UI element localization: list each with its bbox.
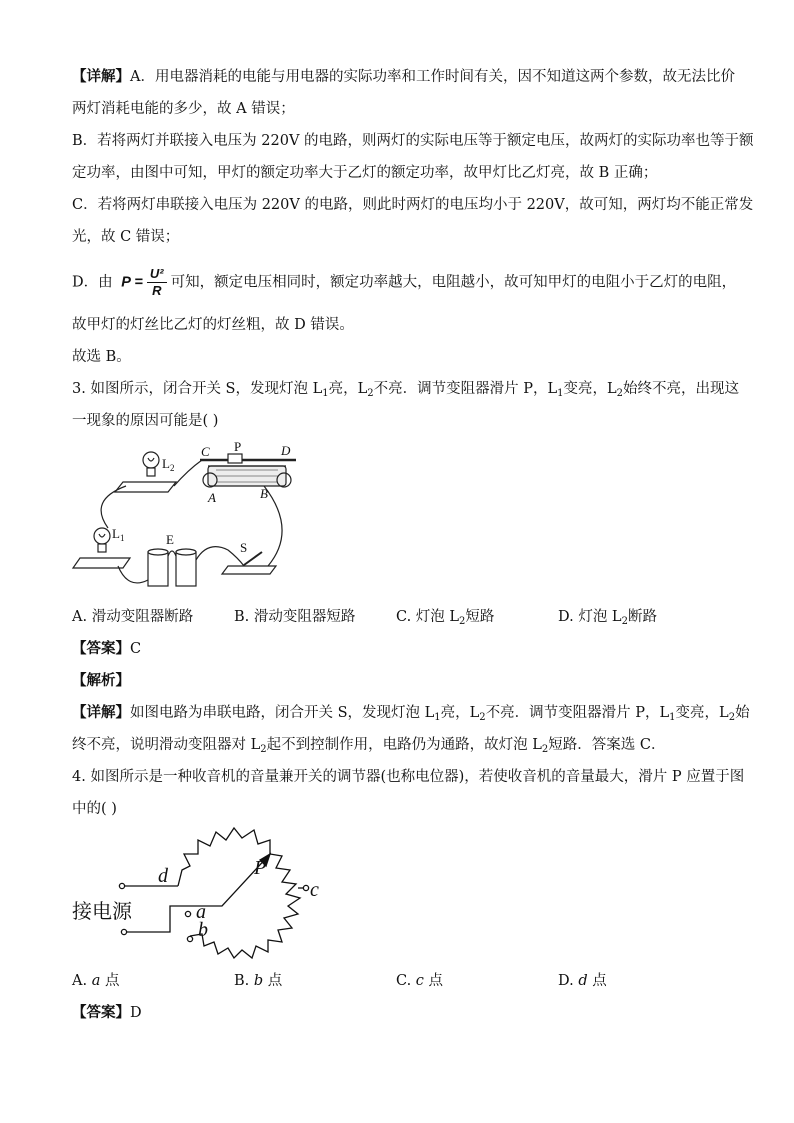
q3-option-a[interactable]: A. 滑动变阻器断路 [72,609,194,625]
q3-option-c[interactable]: C. 灯泡 $L_2$短路 [396,609,495,627]
q3-detail-line-2: 终不亮，说明滑动变阻器对 $L_2$起不到控制作用，电路仍为通路，故灯泡 $L_2$短路．答案选 C． [72,737,666,755]
label-D: D [281,443,291,458]
label-L2: $L_2$ [162,456,175,473]
power-formula: P = $\frac{\text{U²}}{R}$ [121,266,166,299]
q4-option-d[interactable]: D. d 点 [558,973,607,989]
q2-detail-line-5: C．若将两灯串联接入电压为 220V 的电路，则此时两灯的电压均小于 220V，故可知，两灯均不能正常发 [72,197,754,213]
q3-stem-line-1: 3. 如图所示，闭合开关 S，发现灯泡 $L_1$亮，$L_2$不亮．调节变阻器滑片 P，$L_1$变亮，$L_2$始终不亮，出现这 [72,381,740,399]
label-A: A [208,490,216,505]
q4-answer: 【答案】D [72,1004,142,1021]
q3-option-d[interactable]: D. 灯泡 $L_2$断路 [558,609,657,627]
label-C: C [201,444,210,459]
label-c: c [310,879,319,901]
q2-detail-line-2: 两灯消耗电能的多少，故 A 错误； [72,101,295,117]
q4-option-b[interactable]: B. b 点 [234,973,283,989]
q4-option-c[interactable]: C. c 点 [396,973,444,989]
detail-tag: 【详解】 [72,68,130,85]
q2-detail-line-6: 光，故 C 错误； [72,229,180,245]
label-power-source: 接电源 [72,901,132,923]
q2-detail-line-8: 故甲灯的灯丝比乙灯的灯丝粗，故 D 错误。 [72,317,354,333]
label-a: a [196,901,206,923]
q3-stem-line-2: 一现象的原因可能是( ) [72,413,219,429]
q4-stem-line-1: 4. 如图所示是一种收音机的音量兼开关的调节器(也称电位器)，若使收音机的音量最大，滑片 P 应置于图 [72,769,745,785]
q3-answer: 【答案】C [72,640,142,657]
q2-detail-line-9: 故选 B。 [72,349,131,365]
label-S: S [240,540,248,555]
q4-stem-line-2: 中的( ) [72,801,117,817]
label-d: d [158,865,168,887]
q4-option-a[interactable]: A. a 点 [72,973,120,989]
label-b: b [198,919,208,941]
q3-option-b[interactable]: B. 滑动变阻器短路 [234,609,356,625]
label-P: P [254,857,267,879]
q3-detail-line-1: 【详解】如图电路为串联电路，闭合开关 S，发现灯泡 $L_1$亮，$L_2$不亮．调节变阻器滑片 P，$L_1$变亮，$L_2$始 [72,704,750,723]
q2-detail-line-7: D．由 P = $\frac{\text{U²}}{R}$ 可知，额定电压相同时，额定功率越大，电阻越小，故可知甲灯的电阻小于乙灯的电阻， [72,266,737,298]
label-L1: $L_1$ [112,526,125,543]
q3-analysis-tag: 【解析】 [72,672,130,689]
label-E: E [166,532,174,547]
label-P: P [234,440,242,454]
q2-detail-line-1: 【详解】A．用电器消耗的电能与用电器的实际功率和工作时间有关，因不知道这两个参数，故无法比价 [72,68,735,85]
label-B: B [260,486,268,501]
q3-circuit-figure [68,440,308,590]
q2-detail-line-4: 定功率，由图中可知，甲灯的额定功率大于乙灯的额定功率，故甲灯比乙灯亮，故 B 正确； [72,165,658,181]
q2-detail-line-3: B．若将两灯并联接入电压为 220V 的电路，则两灯的实际电压等于额定电压，故两灯的实际功率也等于额 [72,133,754,149]
q4-potentiometer-figure [72,826,342,962]
